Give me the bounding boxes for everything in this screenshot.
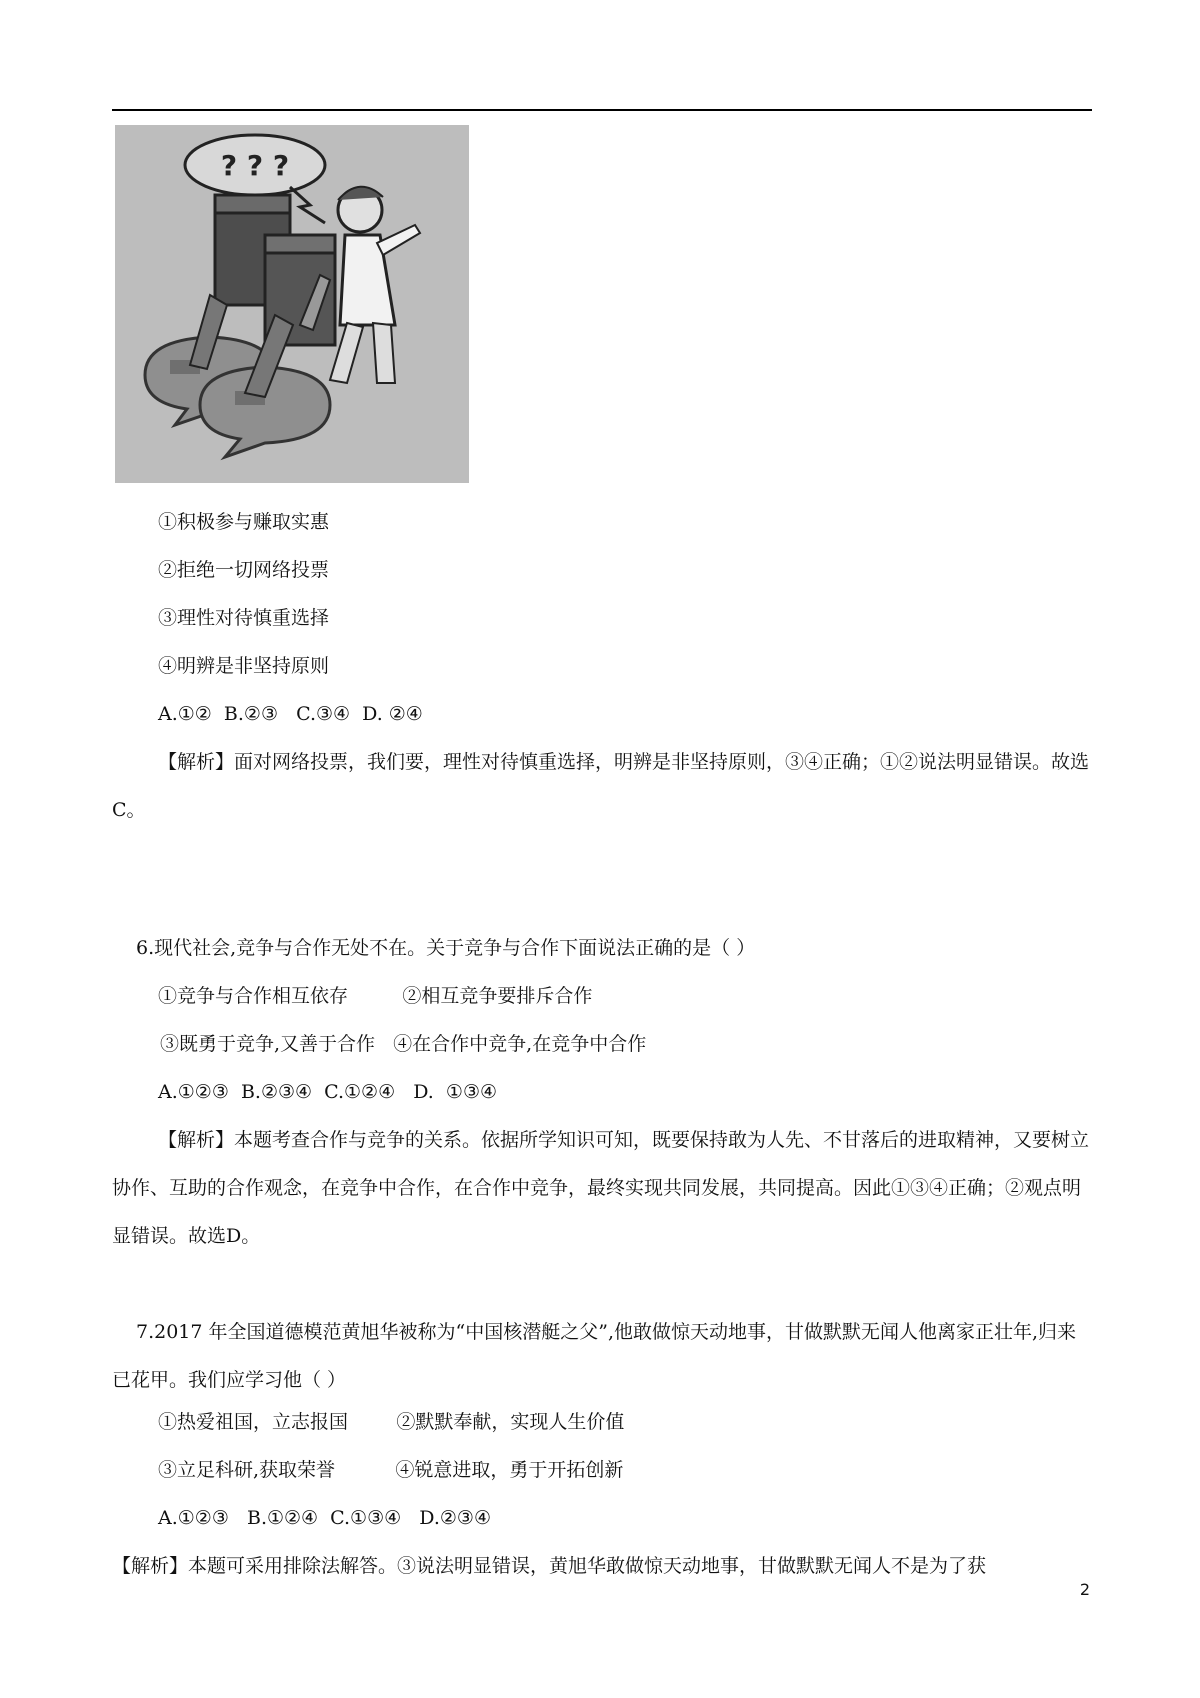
page-number: 2: [1079, 1580, 1090, 1599]
cartoon-illustration: [115, 125, 469, 483]
q5-option-4: ④明辨是非坚持原则: [158, 655, 330, 677]
q5-choices: A.①② B.②③ C.③④ D. ②④: [158, 703, 423, 725]
header-rule: [112, 109, 1092, 111]
analysis-text: 面对网络投票，我们要，理性对待慎重选择，明辨是非坚持原则，③④正确；①②说法明显错误。故选C。: [112, 751, 1090, 821]
analysis-text: 本题考查合作与竞争的关系。依据所学知识可知，既要保持敢为人先、不甘落后的进取精神，又要树立协作、互助的合作观念，在竞争中合作，在合作中竞争，最终实现共同发展，共同提高。因此①③④正确；②观点明显错误。故选D。: [112, 1129, 1090, 1247]
q5-option-1: ①积极参与赚取实惠: [158, 511, 330, 533]
q7-options-row-1: ①热爱祖国，立志报国 ②默默奉献，实现人生价值: [158, 1411, 625, 1433]
analysis-tag: 【解析】: [158, 1129, 235, 1151]
q7-analysis: [112, 1552, 1092, 1580]
analysis-tag: 【解析】: [112, 1555, 189, 1577]
q6-stem: 6.现代社会,竞争与合作无处不在。关于竞争与合作下面说法正确的是（ ）: [136, 937, 756, 959]
q7-choices: A.①②③ B.①②④ C.①③④ D.②③④: [158, 1507, 491, 1529]
q5-option-3: ③理性对待慎重选择: [158, 607, 330, 629]
q6-choices: A.①②③ B.②③④ C.①②④ D. ①③④: [158, 1081, 498, 1103]
q6-options-row-1: ①竞争与合作相互依存 ②相互竞争要排斥合作: [158, 985, 593, 1007]
question-marks: ? ? ?: [220, 149, 290, 182]
q6-options-row-2: ③既勇于竞争,又善于合作 ④在合作中竞争,在竞争中合作: [160, 1033, 647, 1055]
q5-option-2: ②拒绝一切网络投票: [158, 559, 330, 581]
cartoon-figure: [115, 125, 469, 483]
analysis-tag: 【解析】: [158, 751, 235, 773]
q7-options-row-2: ③立足科研,获取荣誉 ④锐意进取，勇于开拓创新: [158, 1459, 624, 1481]
q6-analysis: [112, 1116, 1092, 1260]
q7-stem: 7.2017 年全国道德模范黄旭华被称为“中国核潜艇之父”,他敢做惊天动地事，甘做默默无闻人他离家正壮年,归来已花甲。我们应学习他（ ）: [112, 1321, 1077, 1391]
analysis-text: 本题可采用排除法解答。③说法明显错误，黄旭华敢做惊天动地事，甘做默默无闻人不是为了获: [188, 1555, 987, 1577]
q5-analysis: [112, 738, 1092, 834]
